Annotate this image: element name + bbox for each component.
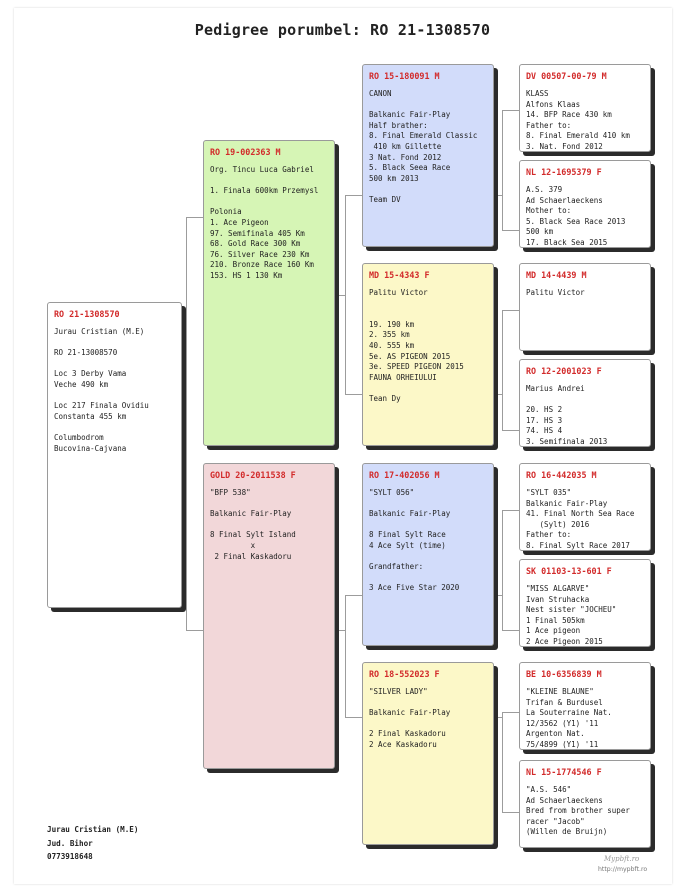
pigeon-details: "KLEINE BLAUNE" Trifan & Burdusel La Souterraine Nat. 12/3562 (Y1) '11 Argenton Nat. 75/4899 (Y1) '11 (526, 687, 612, 749)
connector-line (494, 595, 502, 596)
ring-number: RO 15-180091 M (369, 71, 440, 81)
ring-number: RO 18-552023 F (369, 669, 440, 679)
pigeon-card-subject (47, 302, 182, 608)
connector-line (494, 717, 502, 718)
pigeon-details: A.S. 379 Ad Schaerlaeckens Mother to: 5. Black Sea Race 2013 500 km 17. Black Sea 2015 (526, 185, 626, 247)
breeder-name: Jurau Cristian (M.E) (47, 825, 139, 834)
ring-number: GOLD 20-2011538 F (210, 470, 296, 480)
pigeon-card-dds (519, 662, 651, 750)
pigeon-card-sire-sire (362, 64, 494, 247)
breeder-county: Jud. Bihor (47, 838, 93, 848)
pigeon-card-dam-dam (362, 662, 494, 845)
connector-line (502, 310, 503, 430)
pigeon-details: Org. Tincu Luca Gabriel 1. Finala 600km Przemysl Polonia 1. Ace Pigeon 97. Semifinala 405 Km 68. Gold Race 300 Km 76. Silver Race 230 Km 210. Bronze Race 160 Km 153. HS 1 130 Km (210, 165, 319, 280)
ring-number: DV 00507-00-79 M (526, 71, 607, 81)
pigeon-details: "A.S. 546" Ad Schaerlaeckens Bred from brother super racer "Jacob" (Willen de Bruijn) (526, 785, 630, 837)
connector-line (502, 110, 519, 111)
pigeon-card-sdd (519, 359, 651, 447)
ring-number: SK 01103-13-601 F (526, 566, 612, 576)
pigeon-details: "SYLT 056" Balkanic Fair-Play 8 Final Sylt Race 4 Ace Sylt (time) Grandfather: 3 Ace Five Star 2020 (369, 488, 460, 593)
ring-number: RO 21-1308570 (54, 309, 120, 319)
connector-line (494, 195, 502, 196)
pigeon-card-dam-sire (362, 463, 494, 646)
pigeon-card-dss (519, 463, 651, 551)
pigeon-card-sds (519, 263, 651, 351)
pigeon-details: Marius Andrei 20. HS 2 17. HS 3 74. HS 4 3. Semifinala 2013 (526, 384, 608, 446)
watermark-signature: Mypbft.ro (604, 855, 640, 863)
pigeon-details: "SYLT 035" Balkanic Fair-Play 41. Final North Sea Race (Sylt) 2016 Father to: 8. Final Sylt Race 2017 (526, 488, 635, 550)
pigeon-card-dam (203, 463, 335, 769)
ring-number: MD 15-4343 F (369, 270, 430, 280)
connector-line (335, 630, 345, 631)
connector-line (502, 110, 503, 230)
connector-line (502, 712, 503, 812)
ring-number: RO 17-402056 M (369, 470, 440, 480)
connector-line (502, 630, 519, 631)
connector-line (345, 717, 362, 718)
breeder-contact (47, 823, 138, 864)
connector-line (345, 195, 362, 196)
pigeon-details: Palitu Victor (526, 288, 585, 297)
pigeon-details: Palitu Victor 19. 190 km 2. 355 km 40. 555 km 5e. AS PIGEON 2015 3e. SPEED PIGEON 2015 FAUNA ORHEIULUI Tean Dy (369, 288, 464, 403)
connector-line (502, 310, 519, 311)
connector-line (345, 195, 346, 394)
connector-line (502, 510, 503, 630)
ring-number: RO 12-2001023 F (526, 366, 602, 376)
pigeon-card-ssd (519, 160, 651, 248)
connector-line (186, 217, 187, 630)
pigeon-card-sss (519, 64, 651, 152)
pigeon-details: "BFP 538" Balkanic Fair-Play 8 Final Sylt Island x 2 Final Kaskadoru (210, 488, 296, 561)
pigeon-details: "SILVER LADY" Balkanic Fair-Play 2 Final Kaskadoru 2 Ace Kaskadoru (369, 687, 451, 749)
connector-line (345, 595, 362, 596)
connector-line (502, 812, 519, 813)
connector-line (494, 394, 502, 395)
breeder-phone: 0773918648 (47, 852, 93, 861)
pigeon-details: Jurau Cristian (M.E) RO 21-13008570 Loc 3 Derby Vama Veche 490 km Loc 217 Finala Ovidiu Constanta 455 km Columbodrom Bucovina-Cajvana (54, 327, 149, 453)
connector-line (502, 430, 519, 431)
pigeon-details: "MISS ALGARVE" Ivan Struhacka Nest sister "JOCHEU" 1 Final 505km 1 Ace pigeon 2 Ace Pigeon 2015 (526, 584, 617, 646)
connector-line (502, 230, 519, 231)
ring-number: MD 14-4439 M (526, 270, 587, 280)
connector-line (186, 630, 203, 631)
connector-line (335, 295, 345, 296)
pigeon-card-dsd (519, 559, 651, 647)
connector-line (186, 217, 203, 218)
page-title: Pedigree porumbel: RO 21-1308570 (194, 21, 491, 39)
connector-line (345, 595, 346, 717)
pigeon-details: CANON Balkanic Fair-Play Half brather: 8. Final Emerald Classic 410 km Gillette 3 Nat. Fond 2012 5. Black Seea Race 500 km 2013 Team DV (369, 89, 478, 204)
pigeon-details: KLASS Alfons Klaas 14. BFP Race 430 km Father to: 8. Final Emerald 410 km 3. Nat. Fond 2012 (526, 89, 630, 151)
connector-line (502, 510, 519, 511)
ring-number: RO 16-442035 M (526, 470, 597, 480)
pigeon-card-sire-dam (362, 263, 494, 446)
ring-number: RO 19-002363 M (210, 147, 281, 157)
site-watermark (596, 855, 656, 877)
connector-line (345, 394, 362, 395)
watermark-url: http://mypbft.ro (598, 866, 648, 873)
ring-number: NL 15-1774546 F (526, 767, 602, 777)
ring-number: BE 10-6356839 M (526, 669, 602, 679)
pigeon-card-sire (203, 140, 335, 446)
connector-line (502, 712, 519, 713)
pigeon-card-ddd (519, 760, 651, 848)
ring-number: NL 12-1695379 F (526, 167, 602, 177)
